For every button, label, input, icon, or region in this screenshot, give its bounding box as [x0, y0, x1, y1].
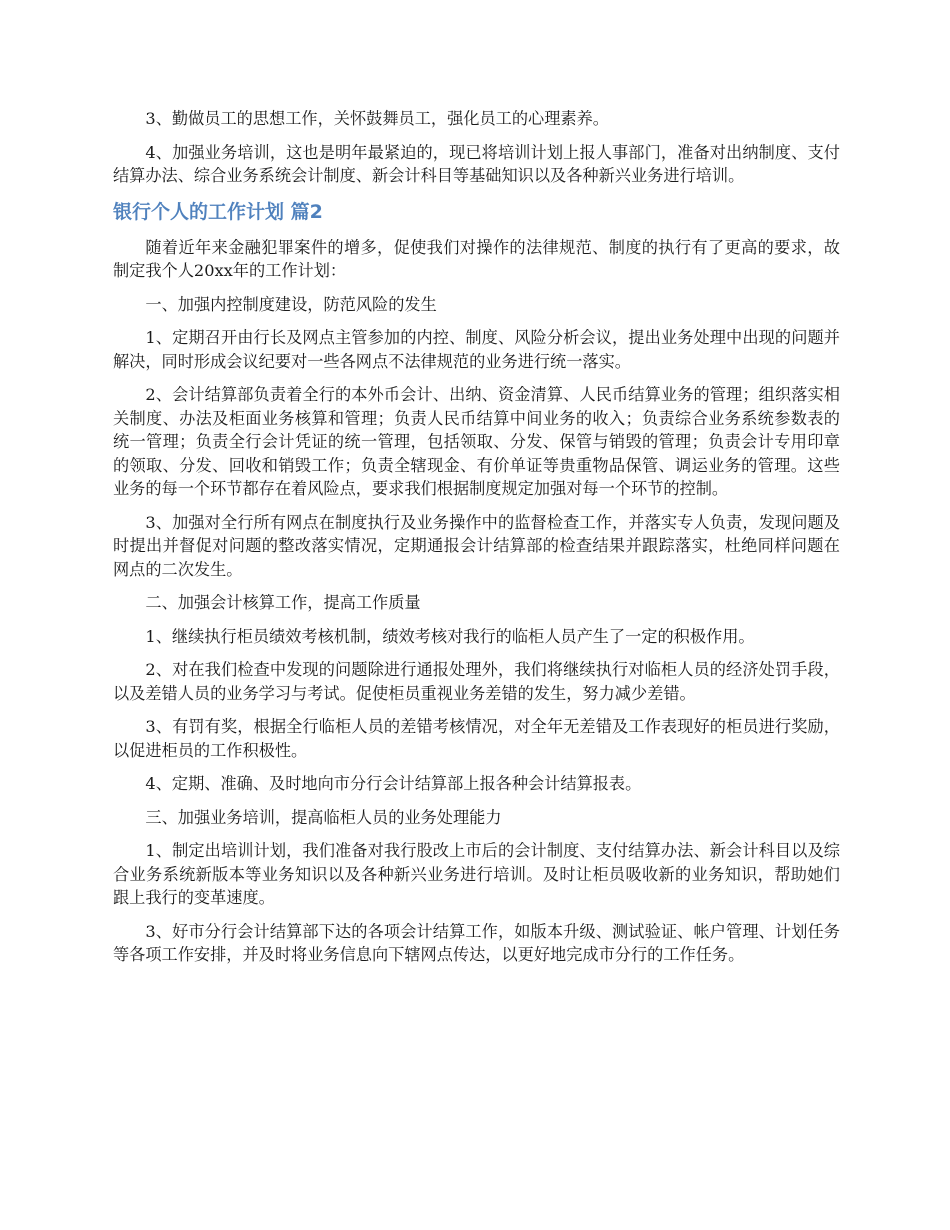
body-paragraph: 3、勤做员工的思想工作，关怀鼓舞员工，强化员工的心理素养。	[145, 109, 609, 128]
subsection-title: 三、加强业务培训，提高临柜人员的业务处理能力	[145, 807, 502, 827]
body-paragraph: 1、继续执行柜员绩效考核机制，绩效考核对我行的临柜人员产生了一定的积极作用。	[145, 626, 755, 646]
body-paragraph: 4、加强业务培训，这也是明年最紧迫的，现已将培训计划上报人事部门，准备对出纳制度、支付结算办法、综合业务系统会计制度、新会计科目等基础知识以及各种新兴业务进行培训。	[113, 142, 840, 185]
section-heading: 银行个人的工作计划 篇2	[113, 200, 323, 223]
body-paragraph: 3、好市分行会计结算部下达的各项会计结算工作，如版本升级、测试验证、帐户管理、计划任务等各项工作安排，并及时将业务信息向下辖网点传达，以更好地完成市分行的工作任务。	[113, 921, 840, 964]
document-body	[113, 107, 840, 977]
body-paragraph: 2、对在我们检查中发现的问题除进行通报处理外，我们将继续执行对临柜人员的经济处罚手段，以及差错人员的业务学习与考试。促使柜员重视业务差错的发生，努力减少差错。	[113, 660, 840, 703]
subsection-title: 二、加强会计核算工作，提高工作质量	[145, 593, 421, 612]
body-paragraph: 随着近年来金融犯罪案件的增多，促使我们对操作的法律规范、制度的执行有了更高的要求，故制定我个人20xx年的工作计划：	[113, 237, 840, 280]
body-paragraph: 4、定期、准确、及时地向市分行会计结算部上报各种会计结算报表。	[145, 774, 642, 793]
body-paragraph: 3、有罚有奖，根据全行临柜人员的差错考核情况，对全年无差错及工作表现好的柜员进行奖励，以促进柜员的工作积极性。	[113, 717, 840, 760]
subsection-title: 一、加强内控制度建设，防范风险的发生	[145, 294, 437, 314]
body-paragraph: 2、会计结算部负责着全行的本外币会计、出纳、资金清算、人民币结算业务的管理；组织落实相关制度、办法及柜面业务核算和管理；负责人民币结算中间业务的收入；负责综合业务系统参数表的统一管理；负责全行会计凭证的统一管理，包括领取、分发、保管与销毁的管理；负责会计专用印章的领取、分发、回收和销毁工作；负责全辖现金、有价单证等贵重物品保管、调运业务的管理。这些业务的每一个环节都存在着风险点，要求我们根据制度规定加强对每一个环节的控制。	[113, 385, 840, 498]
body-paragraph: 1、制定出培训计划，我们准备对我行股改上市后的会计制度、支付结算办法、新会计科目以及综合业务系统新版本等业务知识以及各种新兴业务进行培训。及时让柜员吸收新的业务知识，帮助她们跟上我行的变革速度。	[113, 841, 840, 907]
body-paragraph: 1、定期召开由行长及网点主管参加的内控、制度、风险分析会议，提出业务处理中出现的问题并解决，同时形成会议纪要对一些各网点不法律规范的业务进行统一落实。	[113, 328, 840, 371]
body-paragraph: 3、加强对全行所有网点在制度执行及业务操作中的监督检查工作，并落实专人负责，发现问题及时提出并督促对问题的整改落实情况，定期通报会计结算部的检查结果并跟踪落实，杜绝同样问题在网点的二次发生。	[113, 512, 840, 579]
